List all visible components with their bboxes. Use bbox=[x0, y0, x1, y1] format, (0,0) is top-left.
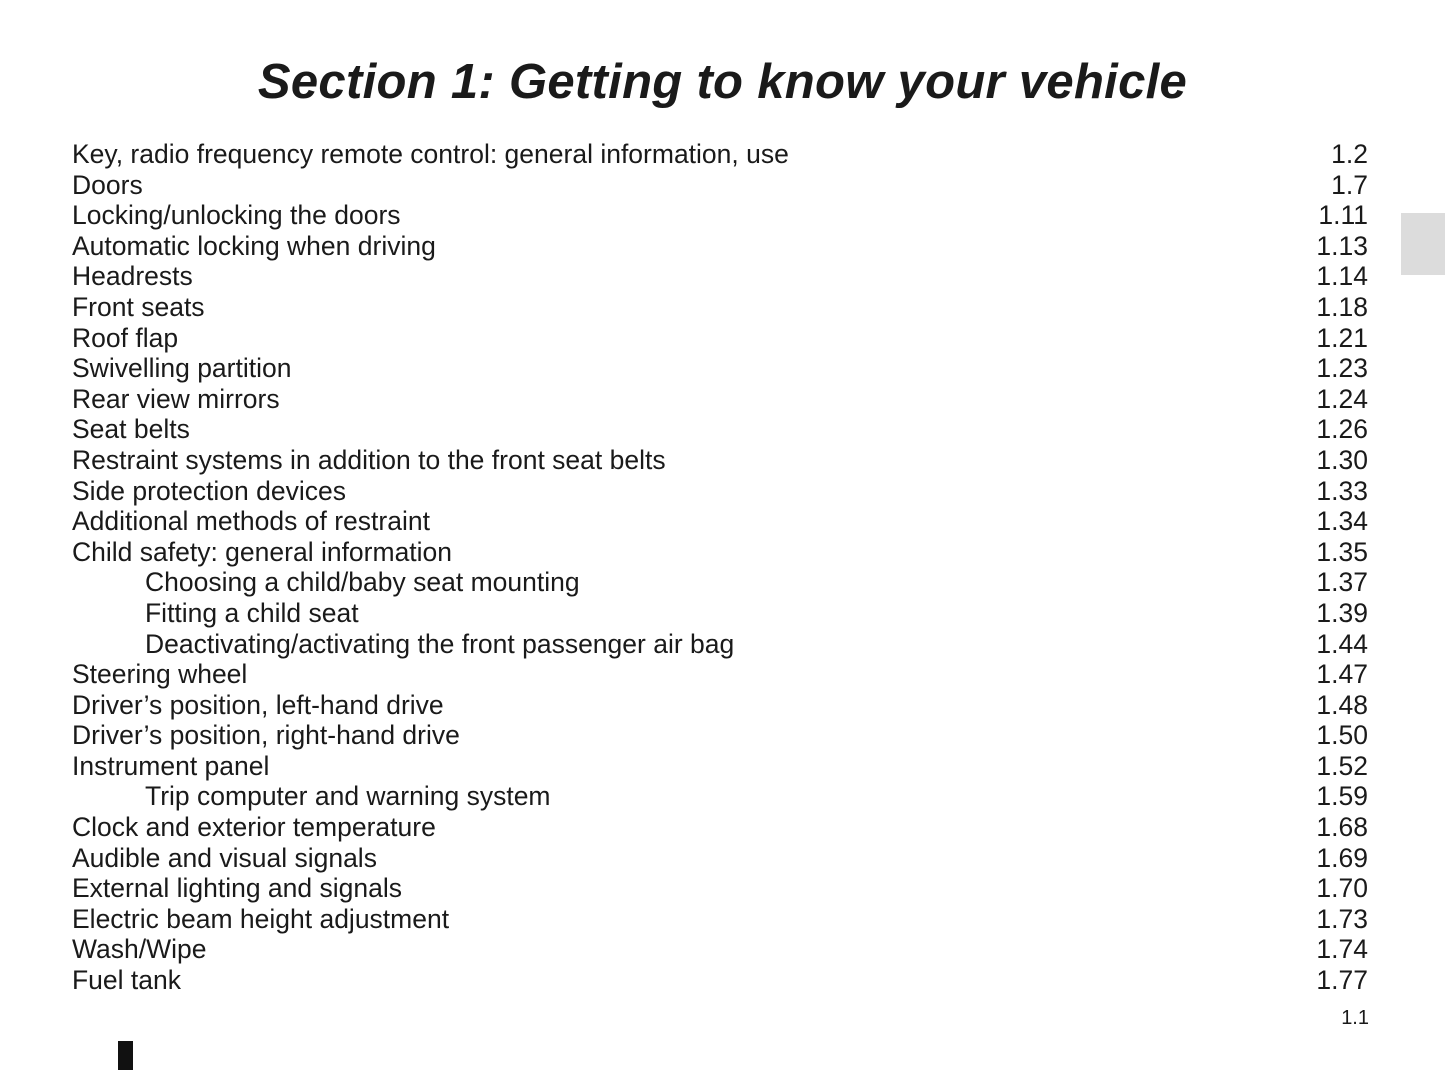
toc-entry-label: Deactivating/activating the front passenger air bag bbox=[145, 629, 740, 660]
toc-entry-label: Restraint systems in addition to the front seat belts bbox=[72, 445, 672, 476]
toc-entry[interactable] bbox=[72, 659, 1368, 690]
toc-entry[interactable] bbox=[72, 384, 1368, 415]
toc-entry[interactable] bbox=[72, 476, 1368, 507]
toc-entry-page: 1.2 bbox=[1331, 139, 1368, 169]
toc-subentry[interactable] bbox=[72, 598, 1368, 629]
toc-entry-label: Electric beam height adjustment bbox=[72, 904, 455, 935]
toc-entry[interactable] bbox=[72, 812, 1368, 843]
toc-entry-page: 1.59 bbox=[1316, 781, 1368, 812]
toc-entry-page: 1.47 bbox=[1316, 659, 1368, 690]
toc-entry[interactable] bbox=[72, 873, 1368, 904]
toc-entry-label: Locking/unlocking the doors bbox=[72, 200, 407, 231]
toc-entry[interactable] bbox=[72, 751, 1368, 782]
toc-entry-label: External lighting and signals bbox=[72, 873, 408, 904]
toc-entry[interactable] bbox=[72, 537, 1368, 568]
page-title: Section 1: Getting to know your vehicle bbox=[257, 54, 1188, 109]
toc-entry[interactable] bbox=[72, 414, 1368, 445]
toc-entry-label: Automatic locking when driving bbox=[72, 231, 442, 262]
toc-entry-page: 1.26 bbox=[1316, 414, 1368, 445]
toc-subentry[interactable] bbox=[72, 781, 1368, 812]
toc-entry-label: Child safety: general information bbox=[72, 537, 458, 568]
toc-entry-label: Clock and exterior temperature bbox=[72, 812, 442, 843]
toc-entry[interactable] bbox=[72, 261, 1368, 292]
toc-entry[interactable] bbox=[72, 292, 1368, 323]
toc-entry-label: Choosing a child/baby seat mounting bbox=[145, 567, 586, 598]
toc-entry-page: 1.52 bbox=[1316, 750, 1368, 781]
toc-entry[interactable] bbox=[72, 323, 1368, 354]
toc-entry-label: Fitting a child seat bbox=[145, 598, 365, 629]
toc-entry[interactable] bbox=[72, 353, 1368, 384]
toc-entry[interactable] bbox=[72, 965, 1368, 996]
toc-entry[interactable] bbox=[72, 690, 1368, 721]
toc-entry-page: 1.34 bbox=[1316, 506, 1368, 537]
toc-entry-page: 1.48 bbox=[1316, 689, 1368, 720]
toc-entry[interactable] bbox=[72, 170, 1368, 201]
page-number: 1.1 bbox=[1341, 1007, 1369, 1029]
toc-entry[interactable] bbox=[72, 445, 1368, 476]
crop-mark bbox=[118, 1041, 133, 1070]
toc-entry-page: 1.70 bbox=[1316, 873, 1368, 904]
toc-entry[interactable] bbox=[72, 200, 1368, 231]
toc-entry-page: 1.13 bbox=[1316, 230, 1368, 261]
toc-entry[interactable] bbox=[72, 506, 1368, 537]
toc-subentry[interactable] bbox=[72, 567, 1368, 598]
toc-entry-label: Instrument panel bbox=[72, 751, 275, 782]
toc-entry[interactable] bbox=[72, 934, 1368, 965]
toc-entry-label: Swivelling partition bbox=[72, 353, 297, 384]
toc-entry-page: 1.74 bbox=[1316, 934, 1368, 965]
toc-entry-page: 1.18 bbox=[1316, 291, 1368, 322]
toc-entry-label: Audible and visual signals bbox=[72, 843, 383, 874]
toc-entry-page: 1.37 bbox=[1316, 567, 1368, 598]
toc-entry-page: 1.21 bbox=[1316, 322, 1368, 353]
toc-entry-label: Fuel tank bbox=[72, 965, 187, 996]
toc-entry-label: Doors bbox=[72, 170, 149, 201]
toc-entry[interactable] bbox=[72, 139, 1368, 170]
toc-entry-label: Driver’s position, right-hand drive bbox=[72, 720, 466, 751]
toc-entry-label: Wash/Wipe bbox=[72, 934, 213, 965]
toc-entry[interactable] bbox=[72, 231, 1368, 262]
toc-entry[interactable] bbox=[72, 843, 1368, 874]
table-of-contents bbox=[72, 139, 1368, 996]
toc-subentry[interactable] bbox=[72, 629, 1368, 660]
toc-entry-label: Trip computer and warning system bbox=[145, 781, 557, 812]
toc-entry-label: Side protection devices bbox=[72, 476, 352, 507]
toc-entry[interactable] bbox=[72, 904, 1368, 935]
toc-entry-label: Key, radio frequency remote control: general information, use bbox=[72, 139, 795, 170]
toc-entry-label: Steering wheel bbox=[72, 659, 253, 690]
toc-entry-label: Seat belts bbox=[72, 414, 196, 445]
toc-entry-page: 1.50 bbox=[1316, 720, 1368, 751]
toc-entry-page: 1.69 bbox=[1316, 842, 1368, 873]
toc-entry-page: 1.24 bbox=[1316, 383, 1368, 414]
toc-entry-page: 1.73 bbox=[1316, 903, 1368, 934]
toc-entry-label: Front seats bbox=[72, 292, 211, 323]
toc-entry-page: 1.35 bbox=[1316, 536, 1368, 567]
toc-entry-page: 1.11 bbox=[1318, 200, 1368, 231]
toc-entry-page: 1.77 bbox=[1316, 965, 1368, 996]
toc-entry-page: 1.39 bbox=[1316, 597, 1368, 628]
toc-entry-page: 1.68 bbox=[1316, 812, 1368, 843]
section-thumb-tab bbox=[1401, 213, 1445, 275]
toc-entry-label: Additional methods of restraint bbox=[72, 506, 436, 537]
toc-entry-page: 1.7 bbox=[1331, 169, 1368, 200]
toc-entry-page: 1.33 bbox=[1316, 475, 1368, 506]
toc-entry-label: Driver’s position, left-hand drive bbox=[72, 690, 450, 721]
toc-entry-page: 1.30 bbox=[1316, 444, 1368, 475]
toc-entry-label: Rear view mirrors bbox=[72, 384, 286, 415]
toc-entry-label: Roof flap bbox=[72, 323, 184, 354]
toc-entry-page: 1.14 bbox=[1316, 261, 1368, 292]
toc-entry-page: 1.23 bbox=[1316, 353, 1368, 384]
toc-entry-page: 1.44 bbox=[1316, 628, 1368, 659]
toc-entry-label: Headrests bbox=[72, 261, 199, 292]
toc-entry[interactable] bbox=[72, 720, 1368, 751]
